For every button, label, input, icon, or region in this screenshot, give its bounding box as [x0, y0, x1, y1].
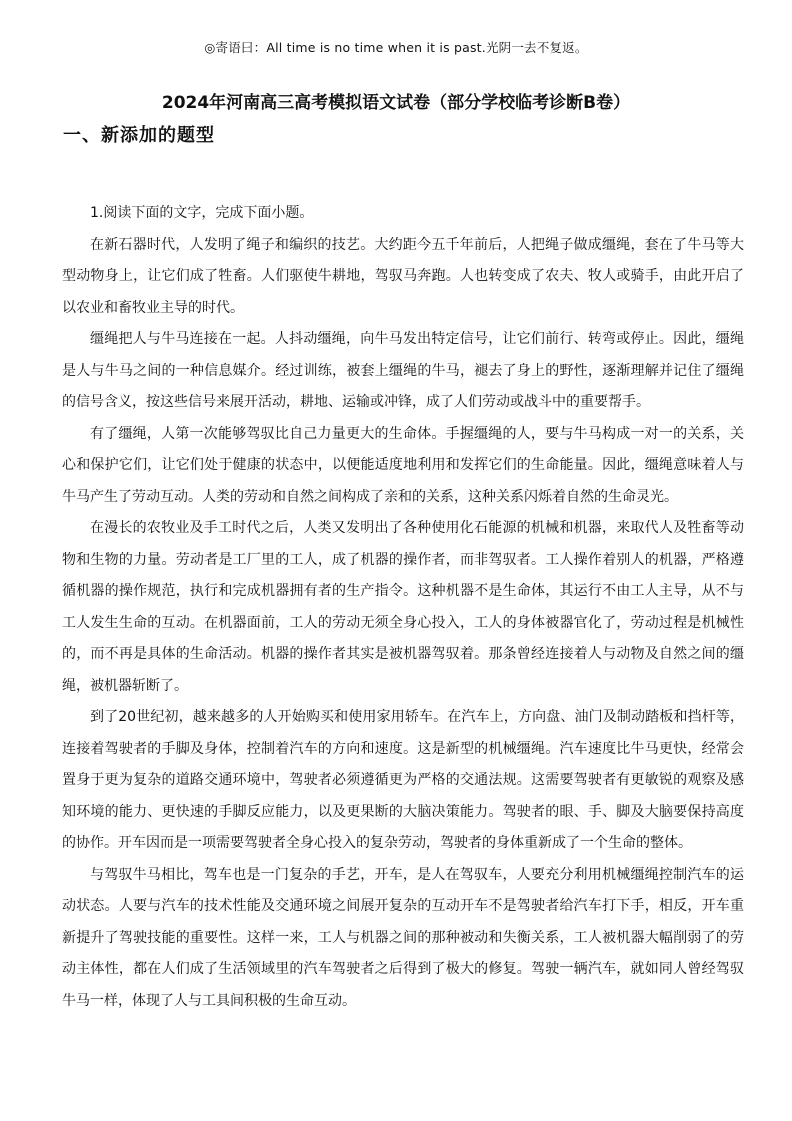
- passage-paragraph: 在新石器时代，人发明了绳子和编织的技艺。大约距今五千年前后，人把绳子做成缰绳，套在了牛马等大型动物身上，让它们成了牲畜。人们驱使牛耕地，驾驭马奔跑。人也转变成了农夫、牧人或骑手，由此开启了以农业和畜牧业主导的时代。: [62, 236, 744, 316]
- reading-passage: [62, 198, 744, 1017]
- question-intro: 1.阅读下面的文字，完成下面小题。: [90, 205, 314, 221]
- passage-paragraph: 在漫长的农牧业及手工时代之后，人类又发明出了各种使用化石能源的机械和机器，来取代人及牲畜等动物和生物的力量。劳动者是工厂里的工人，成了机器的操作者，而非驾驭者。工人操作着别人的机器，严格遵循机器的操作规范，执行和完成机器拥有者的生产指令。这种机器不是生命体，其运行不由工人主导，从不与工人发生生命的互动。在机器面前，工人的劳动无须全身心投入，工人的身体被器官化了，劳动过程是机械性的，而不再是具体的生命活动。机器的操作者其实是被机器驾驭着。那条曾经连接着人与动物及自然之间的缰绳，被机器斩断了。: [62, 520, 744, 694]
- passage-paragraph: 有了缰绳，人第一次能够驾驭比自己力量更大的生命体。手握缰绳的人，要与牛马构成一对一的关系，关心和保护它们，让它们处于健康的状态中，以便能适度地利用和发挥它们的生命能量。因此，缰绳意味着人与牛马产生了劳动互动。人类的劳动和自然之间构成了亲和的关系，这种关系闪烁着自然的生命灵光。: [62, 425, 744, 505]
- passage-paragraph: 缰绳把人与牛马连接在一起。人抖动缰绳，向牛马发出特定信号，让它们前行、转弯或停止。因此，缰绳是人与牛马之间的一种信息媒介。经过训练，被套上缰绳的牛马，褪去了身上的野性，逐渐理解并记住了缰绳的信号含义，按这些信号来展开活动，耕地、运输或冲锋，成了人们劳动或战斗中的重要帮手。: [62, 331, 744, 410]
- section-heading: 一、新添加的题型: [63, 125, 215, 146]
- header-motto: ◎寄语曰：All time is no time when it is past.光阴一去不复返。: [204, 40, 588, 55]
- document-title: 2024年河南高三高考模拟语文试卷（部分学校临考诊断B卷）: [161, 93, 631, 113]
- passage-paragraph: 与驾驭牛马相比，驾车也是一门复杂的手艺，开车，是人在驾驭车，人要充分利用机械缰绳控制汽车的运动状态。人要与汽车的技术性能及交通环境之间展开复杂的互动开车不是驾驶者给汽车打下手，相反，开车重新提升了驾驶技能的重要性。这样一来，工人与机器之间的那种被动和失衡关系，工人被机器大幅削弱了的劳动主体性，都在人们成了生活领域里的汽车驾驶者之后得到了极大的修复。驾驶一辆汽车，就如同人曾经驾驭牛马一样，体现了人与工具间积极的生命互动。: [62, 866, 744, 1009]
- passage-paragraph: 到了20世纪初，越来越多的人开始购买和使用家用轿车。在汽车上，方向盘、油门及制动踏板和挡杆等，连接着驾驶者的手脚及身体，控制着汽车的方向和速度。这是新型的机械缰绳。汽车速度比牛马更快，经常会置身于更为复杂的道路交通环境中，驾驶者必须遵循更为严格的交通法规。这需要驾驶者有更敏锐的观察及感知环境的能力、更快速的手脚反应能力，以及更果断的大脑决策能力。驾驶者的眼、手、脚及大脑要保持高度的协作。开车因而是一项需要驾驶者全身心投入的复杂劳动，驾驶者的身体重新成了一个生命的整体。: [62, 709, 744, 851]
